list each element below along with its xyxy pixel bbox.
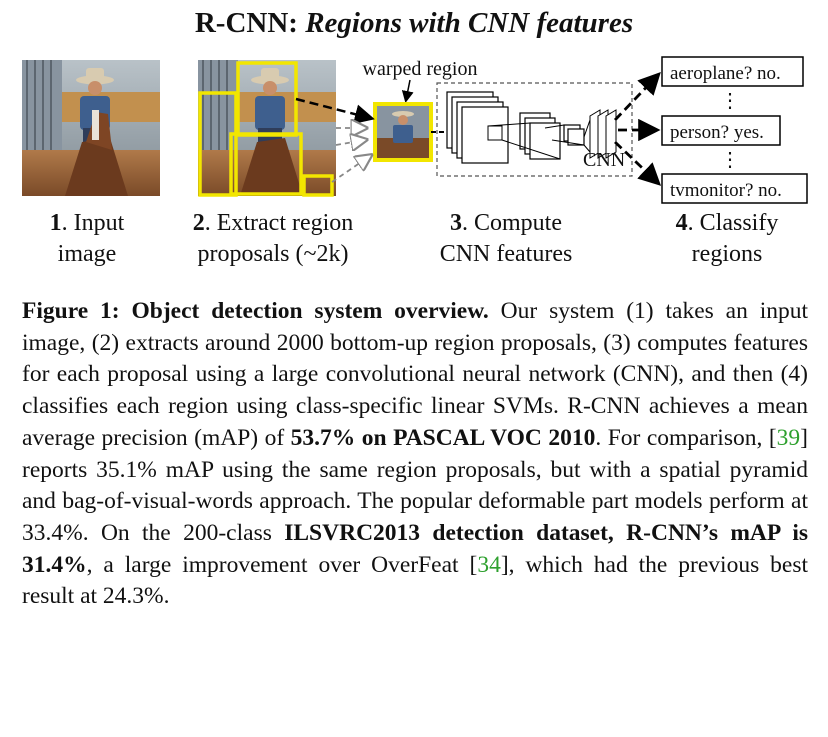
title-italic: Regions with CNN features [305,7,634,39]
step-1-line2: image [57,241,117,267]
caption-text-5: ], which had the previous best result at 24.3%. [22,551,808,610]
step-1 [22,208,152,270]
step-4-number: 4 [675,210,688,236]
step-1-number: 1 [49,210,62,236]
warped-label-arrow [406,80,410,100]
output-person [662,116,780,145]
caption-text-1: Our system (1) takes an input image, (2) extracts around 2000 bottom-up region proposals, (3) computes features for each proposal using a large convolutional neural network (CNN), and then (4) classifies each region using class-specific linear SVMs. R-CNN achieves a mean average precision (mAP) of [22,298,809,451]
citation-39-link[interactable]: 39 [776,424,801,451]
input-image [22,60,160,196]
cnn-block [437,83,632,176]
caption-heading: Object detection system overview. [131,298,489,324]
warped-region-label: warped region [362,58,478,80]
caption-voc-result: 53.7% on PASCAL VOC 2010 [290,424,596,451]
citation-34-link[interactable]: 34 [477,551,501,578]
proposals-image [198,60,336,196]
step-4 [640,208,814,270]
output-aeroplane [662,57,803,86]
cnn-label: CNN [583,149,626,171]
caption-label: Figure 1: [22,298,120,324]
output-tvmonitor-label: tvmonitor? no. [670,180,782,201]
caption-text-3: ] reports 35.1% mAP using the same region proposals, but with a spatial pyramid and bag-of-visual-words approach. The popular deformable part models perform at 33.4%. On the 200-class [22,424,808,546]
ellipsis-top: ⋮ [720,90,740,112]
output-tvmonitor [662,174,807,203]
other-proposal-arrows [332,128,370,182]
step-1-line1: . Input [61,210,125,236]
title-prefix: R-CNN: [194,7,298,39]
step-3-line1: . Compute [462,210,562,236]
step-2 [168,208,378,270]
warped-region-image [375,104,431,160]
output-person-label: person? yes. [670,122,764,143]
caption-ilsvrc-result: ILSVRC2013 detection dataset, R-CNN’s mAP is 31.4% [22,519,808,578]
caption-text-4: , a large improvement over OverFeat [ [86,551,478,578]
step-2-line1: . Extract region [204,210,354,236]
step-3-number: 3 [450,210,462,236]
output-aeroplane-label: aeroplane? no. [670,63,781,84]
caption-text-2: . For comparison, [ [595,424,777,451]
pipeline-diagram [0,0,828,210]
step-4-line2: regions [691,241,763,267]
ellipsis-bottom: ⋮ [720,149,740,171]
step-4-line1: . Classify [687,210,779,236]
step-2-line2: proposals (~2k) [197,241,349,267]
step-3-line2: CNN features [439,241,573,267]
step-2-number: 2 [192,210,205,236]
step-3 [418,208,594,270]
figure-caption [22,296,808,613]
